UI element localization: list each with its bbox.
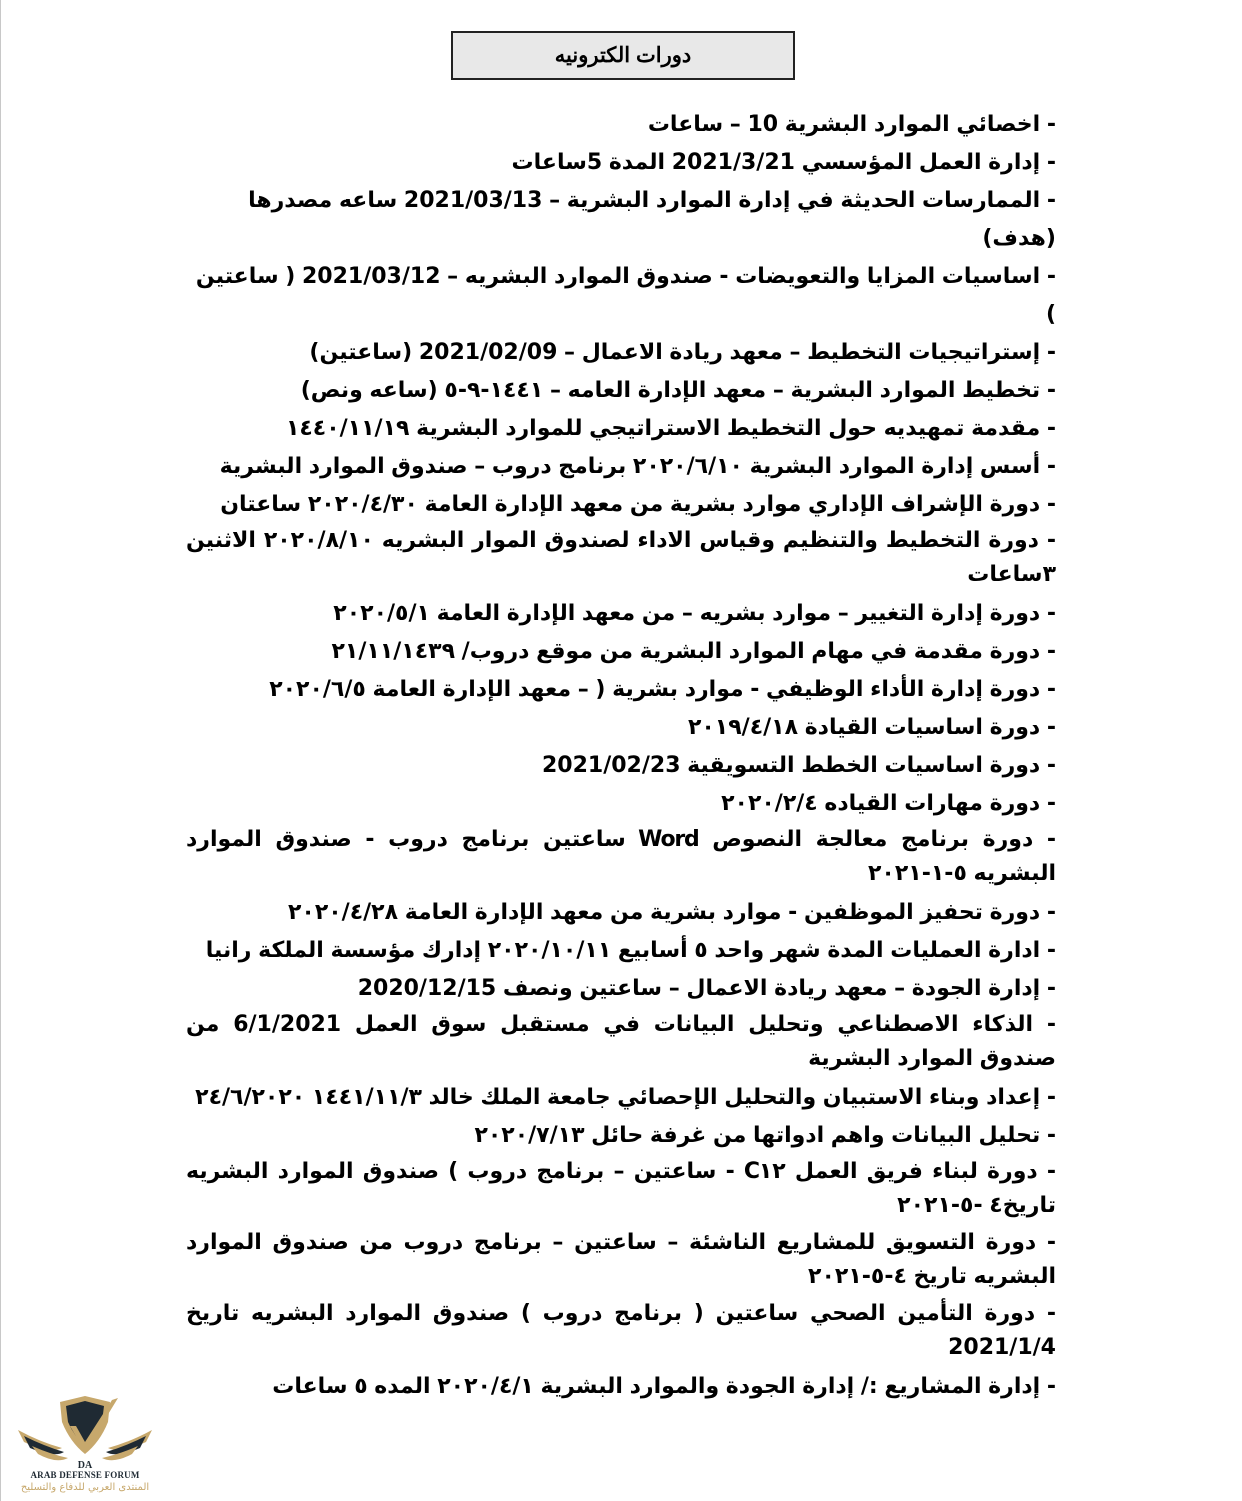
course-item: - دورة برنامج معالجة النصوص Word ساعتين برنامج دروب - صندوق الموارد البشريه ٥-١-٢٠٢١ — [186, 827, 1056, 886]
course-item: - دورة إدارة الأداء الوظيفي - موارد بشرية ( – معهد الإدارة العامة ٢٠٢٠/٦/٥ — [269, 677, 1056, 702]
course-item: - تحليل البيانات واهم ادواتها من غرفة حائل ٢٠٢٠/٧/١٣ — [474, 1123, 1056, 1148]
course-item: - دورة اساسيات الخطط التسويقية 2021/02/23 — [541, 753, 1056, 778]
logo-name-arabic: المنتدى العربي للدفاع والتسليح — [20, 1482, 150, 1493]
course-item: - اخصائي الموارد البشرية 10 – ساعات — [647, 112, 1056, 137]
course-item: - دورة التخطيط والتنظيم وقياس الاداء لصندوق الموار البشريه ٢٠٢٠/٨/١٠ الاثنين ٣ساعات — [186, 528, 1056, 587]
arab-defense-forum-watermark — [10, 1392, 160, 1500]
page-edge — [0, 0, 1, 1501]
course-item: - دورة الإشراف الإداري موارد بشرية من معهد الإدارة العامة ٢٠٢٠/٤/٣٠ ساعتان — [220, 492, 1056, 517]
course-item: - الذكاء الاصطناعي وتحليل البيانات في مستقبل سوق العمل 6/1/2021 من صندوق الموارد البشرية — [186, 1012, 1056, 1071]
course-item: - دورة لبناء فريق العمل C١٢ - ساعتين – برنامج دروب ) صندوق الموارد البشريه تاريخ٤ -٥-٢٠٢١ — [186, 1159, 1056, 1218]
course-item: - إعداد وبناء الاستبيان والتحليل الإحصائي جامعة الملك خالد ١٤٤١/١١/٣ ٢٤/٦/٢٠٢٠ — [195, 1085, 1056, 1110]
course-item: - دورة اساسيات القيادة ٢٠١٩/٤/١٨ — [687, 715, 1056, 740]
course-item: - دورة مهارات القياده ٢٠٢٠/٢/٤ — [721, 791, 1056, 816]
course-item: - دورة مقدمة في مهام الموارد البشرية من موقع دروب/ ٢١/١١/١٤٣٩ — [331, 639, 1056, 664]
course-item: - اساسيات المزايا والتعويضات - صندوق الموارد البشريه – 2021/03/12 ( ساعتين ) — [195, 264, 1056, 327]
course-item: - دورة التسويق للمشاريع الناشئة – ساعتين – برنامج دروب من صندوق الموارد البشريه تاريخ ٤-٥-٢٠٢١ — [186, 1230, 1056, 1289]
course-item: - تخطيط الموارد البشرية – معهد الإدارة العامه – ١٤٤١-٩-٥ (ساعه ونص) — [300, 378, 1056, 403]
course-item: - ادارة العمليات المدة شهر واحد ٥ أسابيع ٢٠٢٠/١٠/١١ إدارك مؤسسة الملكة رانيا — [205, 938, 1056, 963]
course-item: - دورة إدارة التغيير – موارد بشريه – من معهد الإدارة العامة ٢٠٢٠/٥/١ — [333, 601, 1056, 626]
course-item: - مقدمة تمهيديه حول التخطيط الاستراتيجي للموارد البشرية ١٤٤٠/١١/١٩ — [285, 416, 1056, 441]
course-item: - إستراتيجيات التخطيط – معهد ريادة الاعمال – 2021/02/09 (ساعتين) — [309, 340, 1056, 365]
logo-name-english: ARAB DEFENSE FORUM — [30, 1470, 140, 1480]
course-item: - أسس إدارة الموارد البشرية ٢٠٢٠/٦/١٠ برنامج دروب – صندوق الموارد البشرية — [219, 454, 1056, 479]
shield-wings-logo-icon — [10, 1392, 160, 1472]
section-title-box — [451, 31, 795, 80]
course-item: - إدارة الجودة – معهد ريادة الاعمال – ساعتين ونصف 2020/12/15 — [357, 976, 1056, 1001]
course-item: - إدارة العمل المؤسسي 2021/3/21 المدة 5ساعات — [511, 150, 1056, 175]
course-item: - دورة تحفيز الموظفين - موارد بشرية من معهد الإدارة العامة ٢٠٢٠/٤/٢٨ — [287, 900, 1056, 925]
course-list — [186, 106, 1056, 1406]
course-item: - دورة التأمين الصحي ساعتين ( برنامج دروب ) صندوق الموارد البشريه تاريخ 2021/1/4 — [186, 1301, 1056, 1360]
course-item: - إدارة المشاريع :/ إدارة الجودة والموارد البشرية ٢٠٢٠/٤/١ المده ٥ ساعات — [272, 1374, 1056, 1399]
section-title: دورات الكترونيه — [554, 44, 692, 67]
course-item: - الممارسات الحديثة في إدارة الموارد البشرية – 2021/03/13 ساعه مصدرها (هدف) — [248, 188, 1056, 251]
logo-monogram: DA — [77, 1460, 93, 1471]
